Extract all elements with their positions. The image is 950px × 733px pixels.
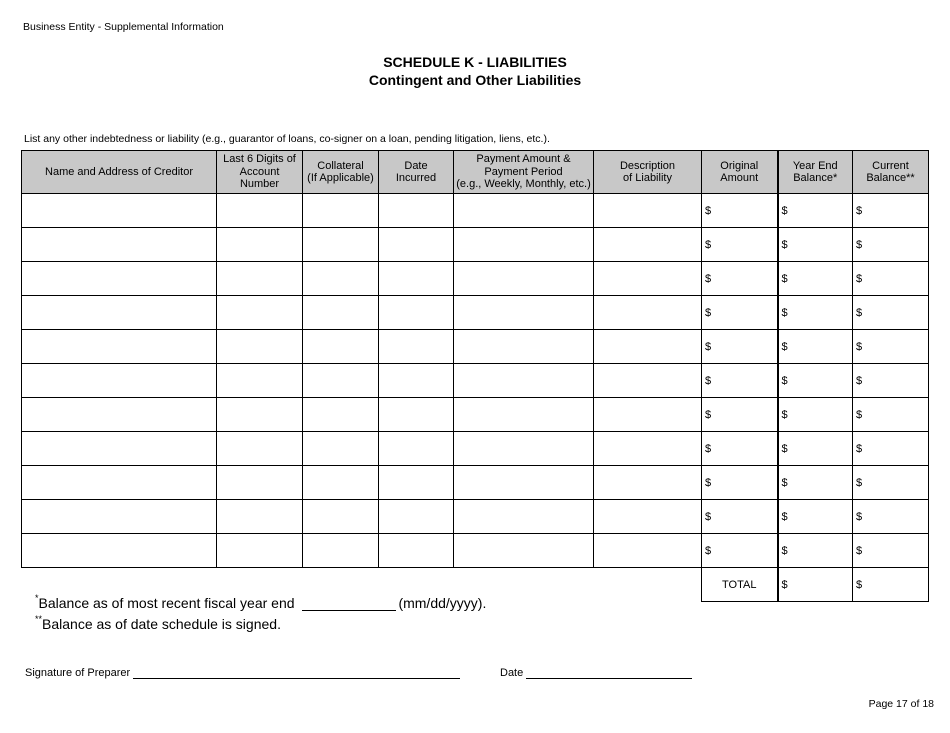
currency-symbol: $ [781, 204, 788, 217]
currency-symbol: $ [705, 306, 712, 319]
description-cell[interactable] [594, 364, 702, 398]
payment-cell[interactable] [454, 398, 594, 432]
description-cell[interactable] [594, 262, 702, 296]
col-date-incurred-header: Date Incurred [379, 151, 454, 194]
payment-cell[interactable] [454, 330, 594, 364]
collateral-cell[interactable] [303, 228, 379, 262]
currency-symbol: $ [856, 578, 863, 591]
currency-symbol: $ [856, 442, 863, 455]
year-end-balance-cell[interactable] [778, 262, 853, 296]
total-label: TOTAL [702, 568, 778, 602]
payment-cell[interactable] [454, 500, 594, 534]
creditor-cell[interactable] [22, 262, 217, 296]
date-incurred-cell[interactable] [379, 364, 454, 398]
currency-symbol: $ [781, 238, 788, 251]
year-end-balance-cell[interactable] [778, 432, 853, 466]
schedule-subtitle: Contingent and Other Liabilities [368, 72, 582, 88]
collateral-cell[interactable] [303, 534, 379, 568]
original-amount-cell[interactable] [702, 534, 778, 568]
col-creditor-header: Name and Address of Creditor [22, 151, 217, 194]
fiscal-year-end-date-field[interactable] [302, 596, 396, 611]
currency-symbol: $ [781, 272, 788, 285]
description-cell[interactable] [594, 228, 702, 262]
currency-symbol: $ [781, 374, 788, 387]
table-row [22, 466, 929, 500]
original-amount-cell[interactable] [702, 296, 778, 330]
date-incurred-cell[interactable] [379, 500, 454, 534]
table-row [22, 432, 929, 466]
account-cell[interactable] [217, 500, 303, 534]
table-row [22, 398, 929, 432]
instructions-text: List any other indebtedness or liability (e.g., guarantor of loans, co-signer on a loan, pending litigation, liens, etc.). [24, 133, 550, 145]
year-end-balance-cell[interactable] [778, 330, 853, 364]
currency-symbol: $ [856, 204, 863, 217]
creditor-cell[interactable] [22, 500, 217, 534]
currency-symbol: $ [705, 408, 712, 421]
date-incurred-cell[interactable] [379, 432, 454, 466]
account-cell[interactable] [217, 432, 303, 466]
col-collateral-header: Collateral (If Applicable) [303, 151, 379, 194]
payment-cell[interactable] [454, 296, 594, 330]
currency-symbol: $ [705, 442, 712, 455]
collateral-cell[interactable] [303, 432, 379, 466]
collateral-cell[interactable] [303, 262, 379, 296]
currency-symbol: $ [856, 510, 863, 523]
total-current-balance-cell[interactable] [853, 568, 929, 602]
account-cell[interactable] [217, 364, 303, 398]
current-balance-cell[interactable] [853, 398, 929, 432]
currency-symbol: $ [781, 408, 788, 421]
currency-symbol: $ [781, 510, 788, 523]
date-incurred-cell[interactable] [379, 262, 454, 296]
collateral-cell[interactable] [303, 330, 379, 364]
year-end-balance-cell[interactable] [778, 500, 853, 534]
currency-symbol: $ [705, 374, 712, 387]
original-amount-cell[interactable] [702, 432, 778, 466]
currency-symbol: $ [705, 272, 712, 285]
description-cell[interactable] [594, 398, 702, 432]
current-balance-cell[interactable] [853, 466, 929, 500]
total-year-end-balance-cell[interactable] [778, 568, 853, 602]
account-cell[interactable] [217, 228, 303, 262]
table-row [22, 296, 929, 330]
creditor-cell[interactable] [22, 194, 217, 228]
current-balance-cell[interactable] [853, 534, 929, 568]
col-payment-header: Payment Amount & Payment Period (e.g., Weekly, Monthly, etc.) [454, 151, 594, 194]
creditor-cell[interactable] [22, 228, 217, 262]
col-original-amount-header: Original Amount [702, 151, 778, 194]
original-amount-cell[interactable] [702, 500, 778, 534]
original-amount-cell[interactable] [702, 330, 778, 364]
collateral-cell[interactable] [303, 194, 379, 228]
footnote-fiscal-year: *Balance as of most recent fiscal year end (mm/dd/yyyy). [35, 593, 487, 611]
currency-symbol: $ [856, 238, 863, 251]
description-cell[interactable] [594, 500, 702, 534]
original-amount-cell[interactable] [702, 228, 778, 262]
currency-symbol: $ [856, 340, 863, 353]
current-balance-cell[interactable] [853, 194, 929, 228]
payment-cell[interactable] [454, 534, 594, 568]
currency-symbol: $ [781, 306, 788, 319]
creditor-cell[interactable] [22, 466, 217, 500]
col-current-balance-header: Current Balance** [853, 151, 929, 194]
col-year-end-balance-header: Year End Balance* [778, 151, 853, 194]
payment-cell[interactable] [454, 262, 594, 296]
currency-symbol: $ [705, 476, 712, 489]
currency-symbol: $ [856, 408, 863, 421]
creditor-cell[interactable] [22, 296, 217, 330]
current-balance-cell[interactable] [853, 432, 929, 466]
account-cell[interactable] [217, 194, 303, 228]
description-cell[interactable] [594, 432, 702, 466]
payment-cell[interactable] [454, 228, 594, 262]
date-incurred-cell[interactable] [379, 330, 454, 364]
account-cell[interactable] [217, 262, 303, 296]
currency-symbol: $ [856, 306, 863, 319]
currency-symbol: $ [705, 340, 712, 353]
original-amount-cell[interactable] [702, 398, 778, 432]
current-balance-cell[interactable] [853, 364, 929, 398]
current-balance-cell[interactable] [853, 296, 929, 330]
creditor-cell[interactable] [22, 534, 217, 568]
current-balance-cell[interactable] [853, 500, 929, 534]
col-account-header: Last 6 Digits of Account Number [217, 151, 303, 194]
account-cell[interactable] [217, 330, 303, 364]
collateral-cell[interactable] [303, 364, 379, 398]
currency-symbol: $ [705, 238, 712, 251]
currency-symbol: $ [781, 442, 788, 455]
page-number: Page 17 of 18 [868, 698, 934, 710]
currency-symbol: $ [856, 476, 863, 489]
col-description-header: Description of Liability [594, 151, 702, 194]
table-row [22, 194, 929, 228]
creditor-cell[interactable] [22, 432, 217, 466]
current-balance-cell[interactable] [853, 330, 929, 364]
date-incurred-cell[interactable] [379, 398, 454, 432]
year-end-balance-cell[interactable] [778, 228, 853, 262]
description-cell[interactable] [594, 466, 702, 500]
date-incurred-cell[interactable] [379, 534, 454, 568]
collateral-cell[interactable] [303, 500, 379, 534]
table-row [22, 534, 929, 568]
description-cell[interactable] [594, 296, 702, 330]
currency-symbol: $ [705, 544, 712, 557]
original-amount-cell[interactable] [702, 194, 778, 228]
year-end-balance-cell[interactable] [778, 398, 853, 432]
collateral-cell[interactable] [303, 398, 379, 432]
original-amount-cell[interactable] [702, 262, 778, 296]
description-cell[interactable] [594, 330, 702, 364]
preparer-signature-field[interactable] [133, 666, 460, 679]
currency-symbol: $ [781, 578, 788, 591]
year-end-balance-cell[interactable] [778, 364, 853, 398]
currency-symbol: $ [705, 510, 712, 523]
footnote-mark-double: ** [35, 614, 43, 624]
account-cell[interactable] [217, 296, 303, 330]
payment-cell[interactable] [454, 364, 594, 398]
currency-symbol: $ [781, 544, 788, 557]
date-incurred-cell[interactable] [379, 296, 454, 330]
currency-symbol: $ [856, 544, 863, 557]
footnote-signed-date: **Balance as of date schedule is signed. [35, 614, 281, 632]
table-row [22, 262, 929, 296]
date-incurred-cell[interactable] [379, 194, 454, 228]
signature-date: Date [500, 666, 692, 679]
year-end-balance-cell[interactable] [778, 466, 853, 500]
year-end-balance-cell[interactable] [778, 194, 853, 228]
currency-symbol: $ [781, 340, 788, 353]
table-header-row [22, 151, 929, 194]
current-balance-cell[interactable] [853, 228, 929, 262]
payment-cell[interactable] [454, 194, 594, 228]
original-amount-cell[interactable] [702, 364, 778, 398]
preparer-signature: Signature of Preparer [25, 666, 460, 679]
liabilities-table [21, 150, 929, 602]
creditor-cell[interactable] [22, 330, 217, 364]
account-cell[interactable] [217, 534, 303, 568]
current-balance-cell[interactable] [853, 262, 929, 296]
collateral-cell[interactable] [303, 466, 379, 500]
table-row [22, 364, 929, 398]
description-cell[interactable] [594, 534, 702, 568]
signature-date-field[interactable] [526, 666, 692, 679]
year-end-balance-cell[interactable] [778, 296, 853, 330]
account-cell[interactable] [217, 398, 303, 432]
date-incurred-cell[interactable] [379, 228, 454, 262]
table-row [22, 228, 929, 262]
payment-cell[interactable] [454, 432, 594, 466]
account-cell[interactable] [217, 466, 303, 500]
payment-cell[interactable] [454, 466, 594, 500]
schedule-title: SCHEDULE K - LIABILITIES [383, 54, 567, 70]
currency-symbol: $ [705, 204, 712, 217]
date-incurred-cell[interactable] [379, 466, 454, 500]
table-row [22, 500, 929, 534]
currency-symbol: $ [856, 272, 863, 285]
currency-symbol: $ [781, 476, 788, 489]
collateral-cell[interactable] [303, 296, 379, 330]
year-end-balance-cell[interactable] [778, 534, 853, 568]
table-row [22, 330, 929, 364]
original-amount-cell[interactable] [702, 466, 778, 500]
creditor-cell[interactable] [22, 364, 217, 398]
description-cell[interactable] [594, 194, 702, 228]
document-header: Business Entity - Supplemental Information [23, 21, 224, 33]
currency-symbol: $ [856, 374, 863, 387]
creditor-cell[interactable] [22, 398, 217, 432]
footnote-mark-single: * [35, 593, 39, 603]
